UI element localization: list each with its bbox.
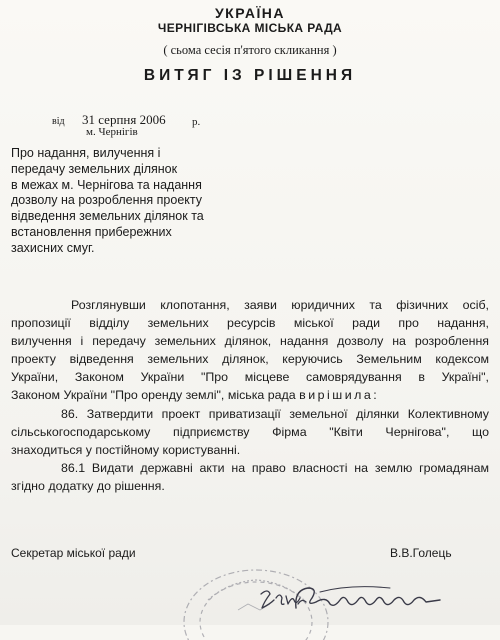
subject-line: встановлення прибережних	[11, 224, 172, 239]
body-line: України, Законом України "Про місцеве самоврядування в Україні",	[11, 370, 489, 385]
council-heading: ЧЕРНІГІВСЬКА МІСЬКА РАДА	[157, 21, 343, 35]
body-line: пропозиції відділу земельних ресурсів міської ради про надання,	[11, 316, 489, 331]
body-line: проекту відведення земельних ділянок, керуючись Земельним кодексом	[11, 352, 489, 367]
decision-subject	[11, 146, 204, 257]
country-heading: УКРАЇНА	[214, 5, 286, 21]
body-line: вилучення і передачу земельних ділянок, надання дозволу на розроблення	[11, 334, 489, 349]
document-title: ВИТЯГ ІЗ РІШЕННЯ	[143, 67, 357, 84]
city-line: м. Чернігів	[86, 126, 138, 138]
body-line: Розглянувши клопотання, заяви юридичних та фізичних осіб,	[71, 298, 489, 312]
item-86-1-line: згідно додатку до рішення.	[11, 478, 165, 493]
subject-line: в межах м. Чернігова та надання	[11, 177, 202, 192]
handwritten-signature	[290, 578, 450, 618]
item-86-line: сільськогосподарському підприємству Фірма "Квіти Чернігова", що	[11, 424, 489, 439]
item-86-1-line: 86.1 Видати державні акти на право власності на землю громадянам	[61, 460, 489, 475]
body-line	[11, 386, 489, 404]
date-value: 31 серпня 2006	[82, 112, 166, 127]
subject-line: відведення земельних ділянок та	[11, 209, 204, 224]
item-86-line: 86. Затвердити проект приватизації земельної ділянки Колективному	[61, 406, 489, 421]
date-prefix: від	[52, 116, 65, 127]
subject-line: захисних смуг.	[11, 240, 95, 255]
subject-line: Про надання, вилучення і	[11, 146, 161, 160]
date-suffix: р.	[192, 116, 201, 128]
subject-line: дозволу на розроблення проекту	[11, 193, 202, 208]
body-line-start: Законом України "Про оренду землі", міська рада	[11, 388, 296, 403]
subject-line: передачу земельних ділянок	[11, 161, 178, 176]
session-line: ( сьома сесія п'ятого скликання )	[163, 43, 337, 57]
decision-body	[11, 296, 489, 495]
signatory-role: Секретар міської ради	[11, 546, 136, 560]
signatory-name: В.В.Голець	[390, 546, 452, 560]
decided-word: вирішила:	[299, 388, 380, 403]
item-86-line: знаходиться у постійному користуванні.	[11, 442, 241, 457]
